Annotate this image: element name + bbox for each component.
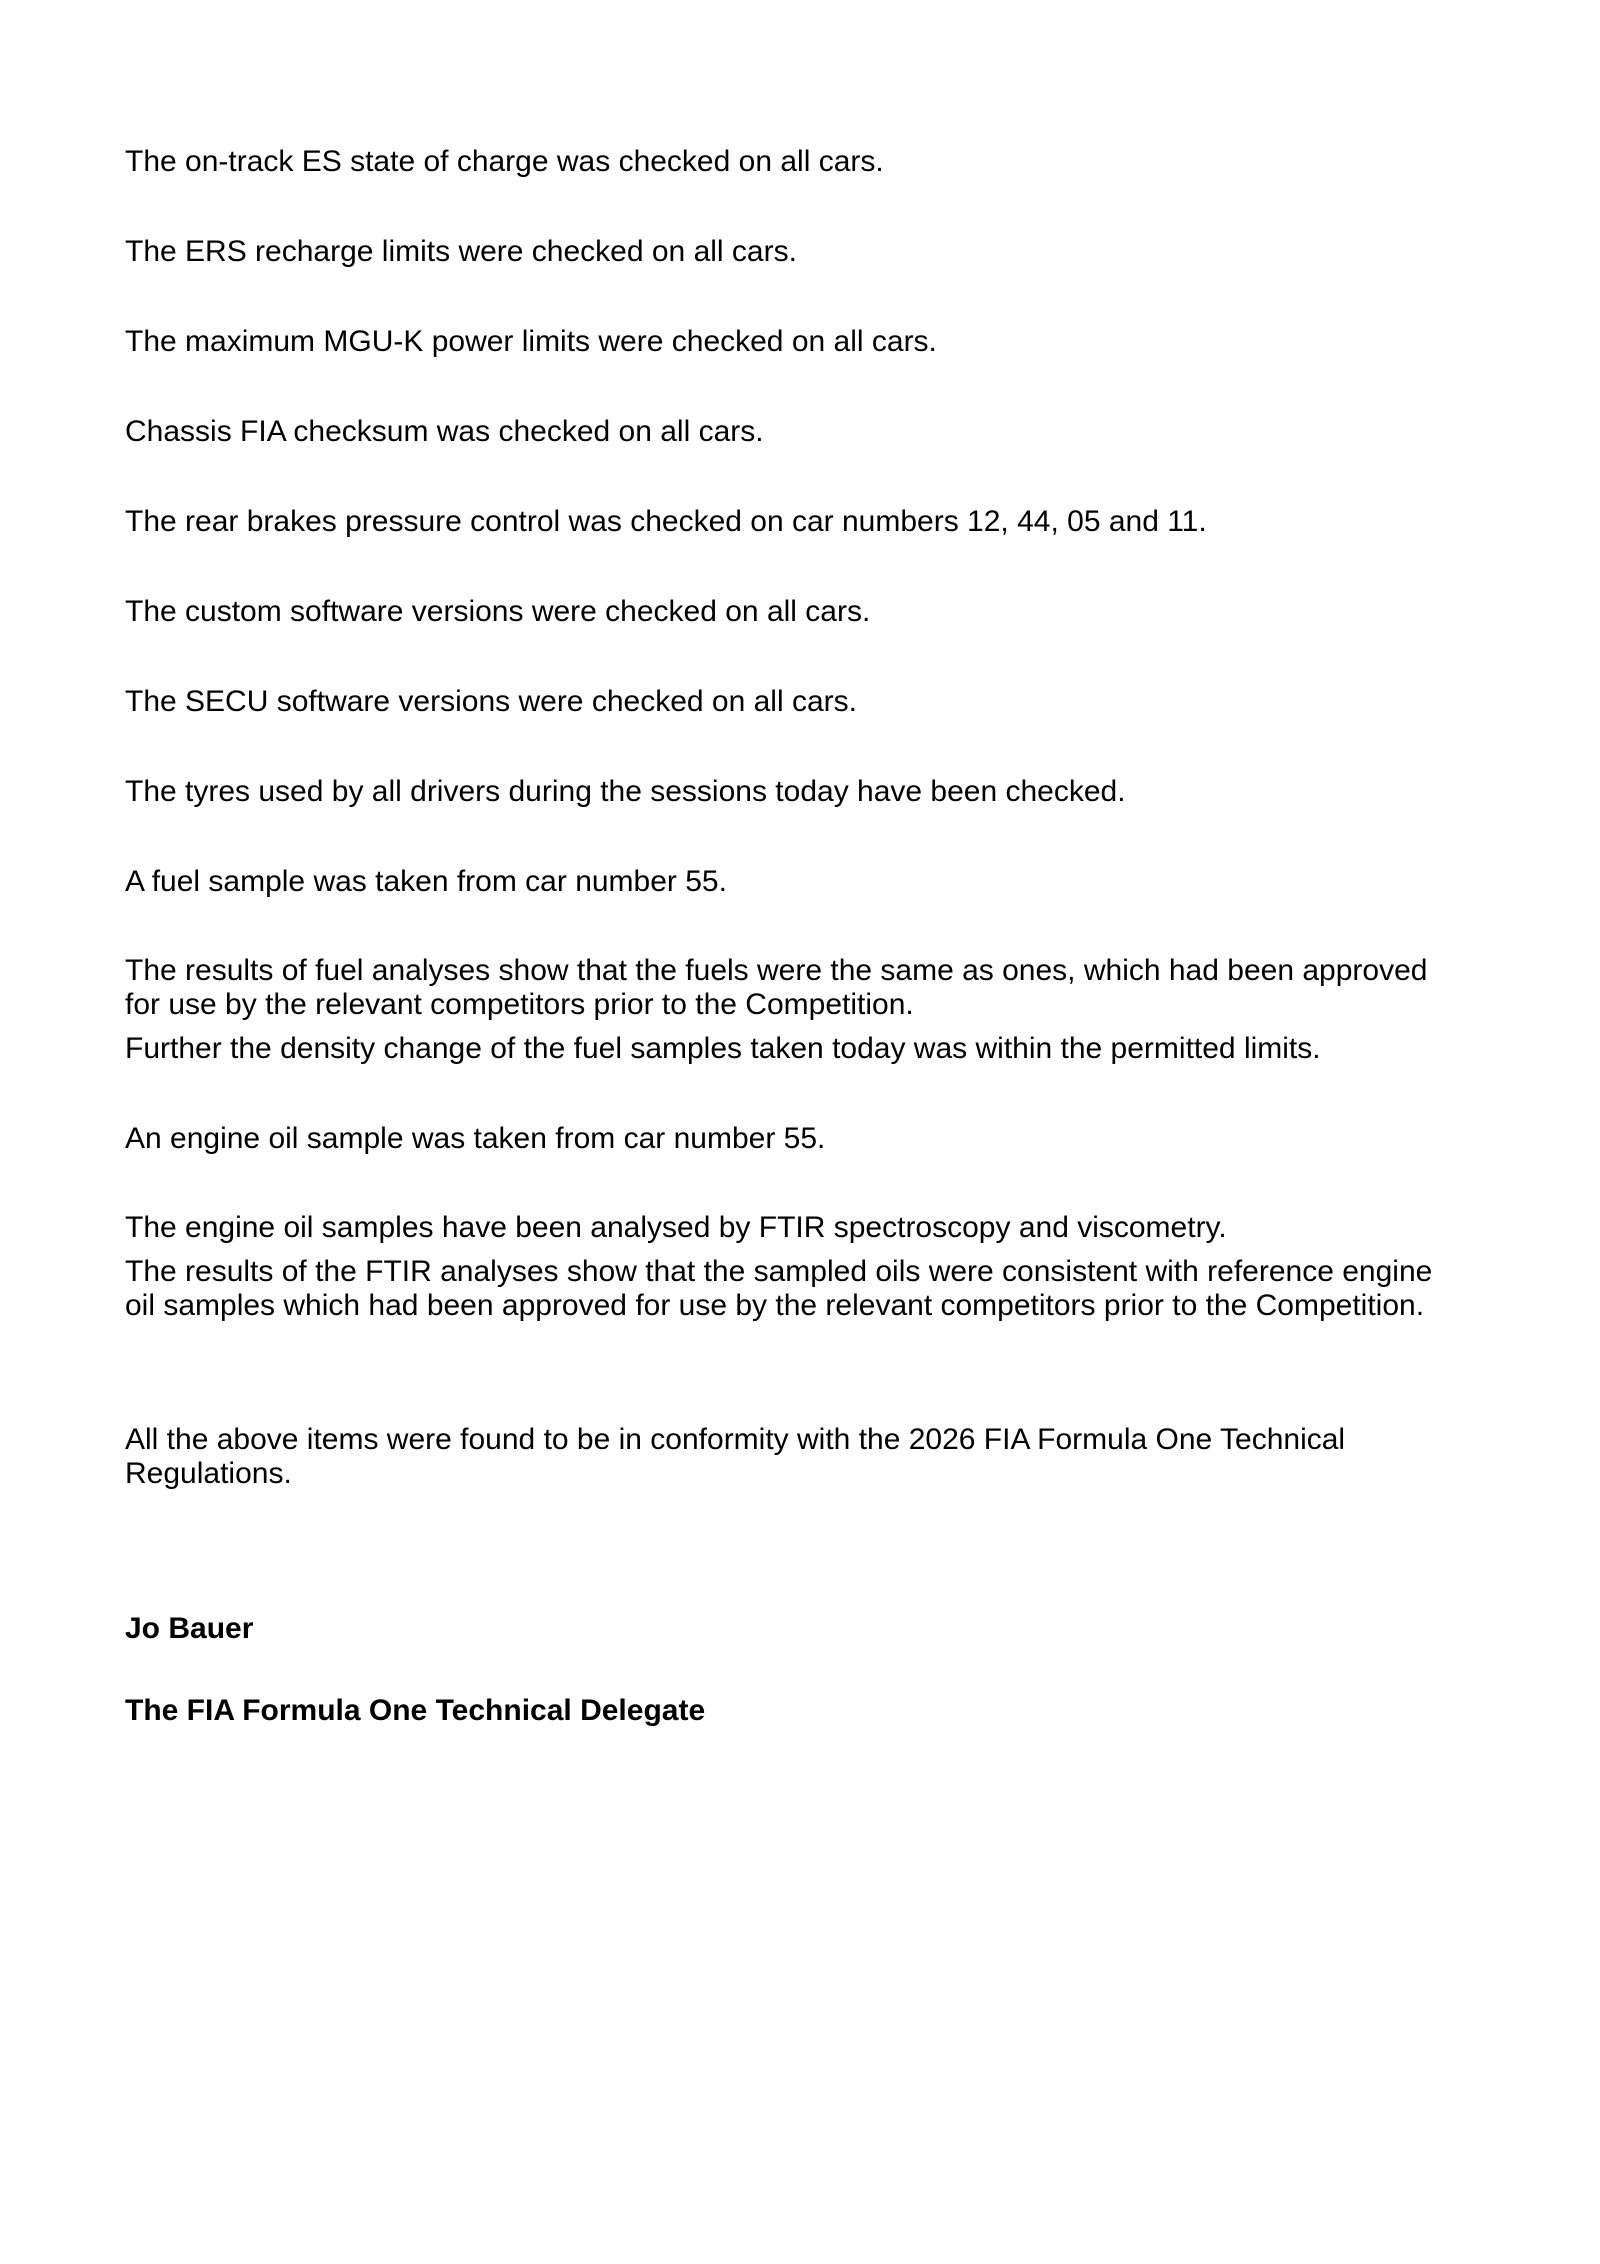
- oil-results-line-3: oil samples which had been approved for use by the relevant competitors prior to the Competition.: [125, 1289, 1425, 1322]
- conformity-line-1: All the above items were found to be in conformity with the 2026 FIA Formula One Technical: [125, 1423, 1346, 1456]
- fuel-results-line-2: for use by the relevant competitors prior to the Competition.: [125, 988, 914, 1021]
- check-ers-recharge: The ERS recharge limits were checked on all cars.: [125, 235, 797, 268]
- check-fuel-sample: A fuel sample was taken from car number 55.: [125, 865, 727, 898]
- check-es-state-of-charge: The on-track ES state of charge was checked on all cars.: [125, 145, 884, 178]
- oil-results-paragraph: [125, 1211, 1485, 1323]
- signatory-name: Jo Bauer: [125, 1612, 254, 1645]
- check-tyres: The tyres used by all drivers during the sessions today have been checked.: [125, 775, 1126, 808]
- fuel-results-line-1: The results of fuel analyses show that the fuels were the same as ones, which had been approved: [125, 954, 1428, 987]
- oil-sample-line: An engine oil sample was taken from car number 55.: [125, 1122, 826, 1155]
- check-chassis-checksum: Chassis FIA checksum was checked on all cars.: [125, 415, 764, 448]
- oil-results-line-1: The engine oil samples have been analysed by FTIR spectroscopy and viscometry.: [125, 1211, 1227, 1244]
- check-custom-software: The custom software versions were checked on all cars.: [125, 595, 871, 628]
- check-rear-brakes: The rear brakes pressure control was checked on car numbers 12, 44, 05 and 11.: [125, 505, 1207, 538]
- check-mgu-k-power: The maximum MGU-K power limits were checked on all cars.: [125, 325, 937, 358]
- oil-results-line-2: The results of the FTIR analyses show that the sampled oils were consistent with reference engine: [125, 1255, 1433, 1288]
- fuel-results-paragraph: [125, 954, 1485, 1066]
- check-secu-software: The SECU software versions were checked on all cars.: [125, 685, 857, 718]
- fuel-density-line: Further the density change of the fuel samples taken today was within the permitted limits.: [125, 1032, 1321, 1065]
- conformity-line-2: Regulations.: [125, 1457, 292, 1490]
- conformity-paragraph: [125, 1423, 1485, 1491]
- signatory-title: The FIA Formula One Technical Delegate: [125, 1694, 706, 1727]
